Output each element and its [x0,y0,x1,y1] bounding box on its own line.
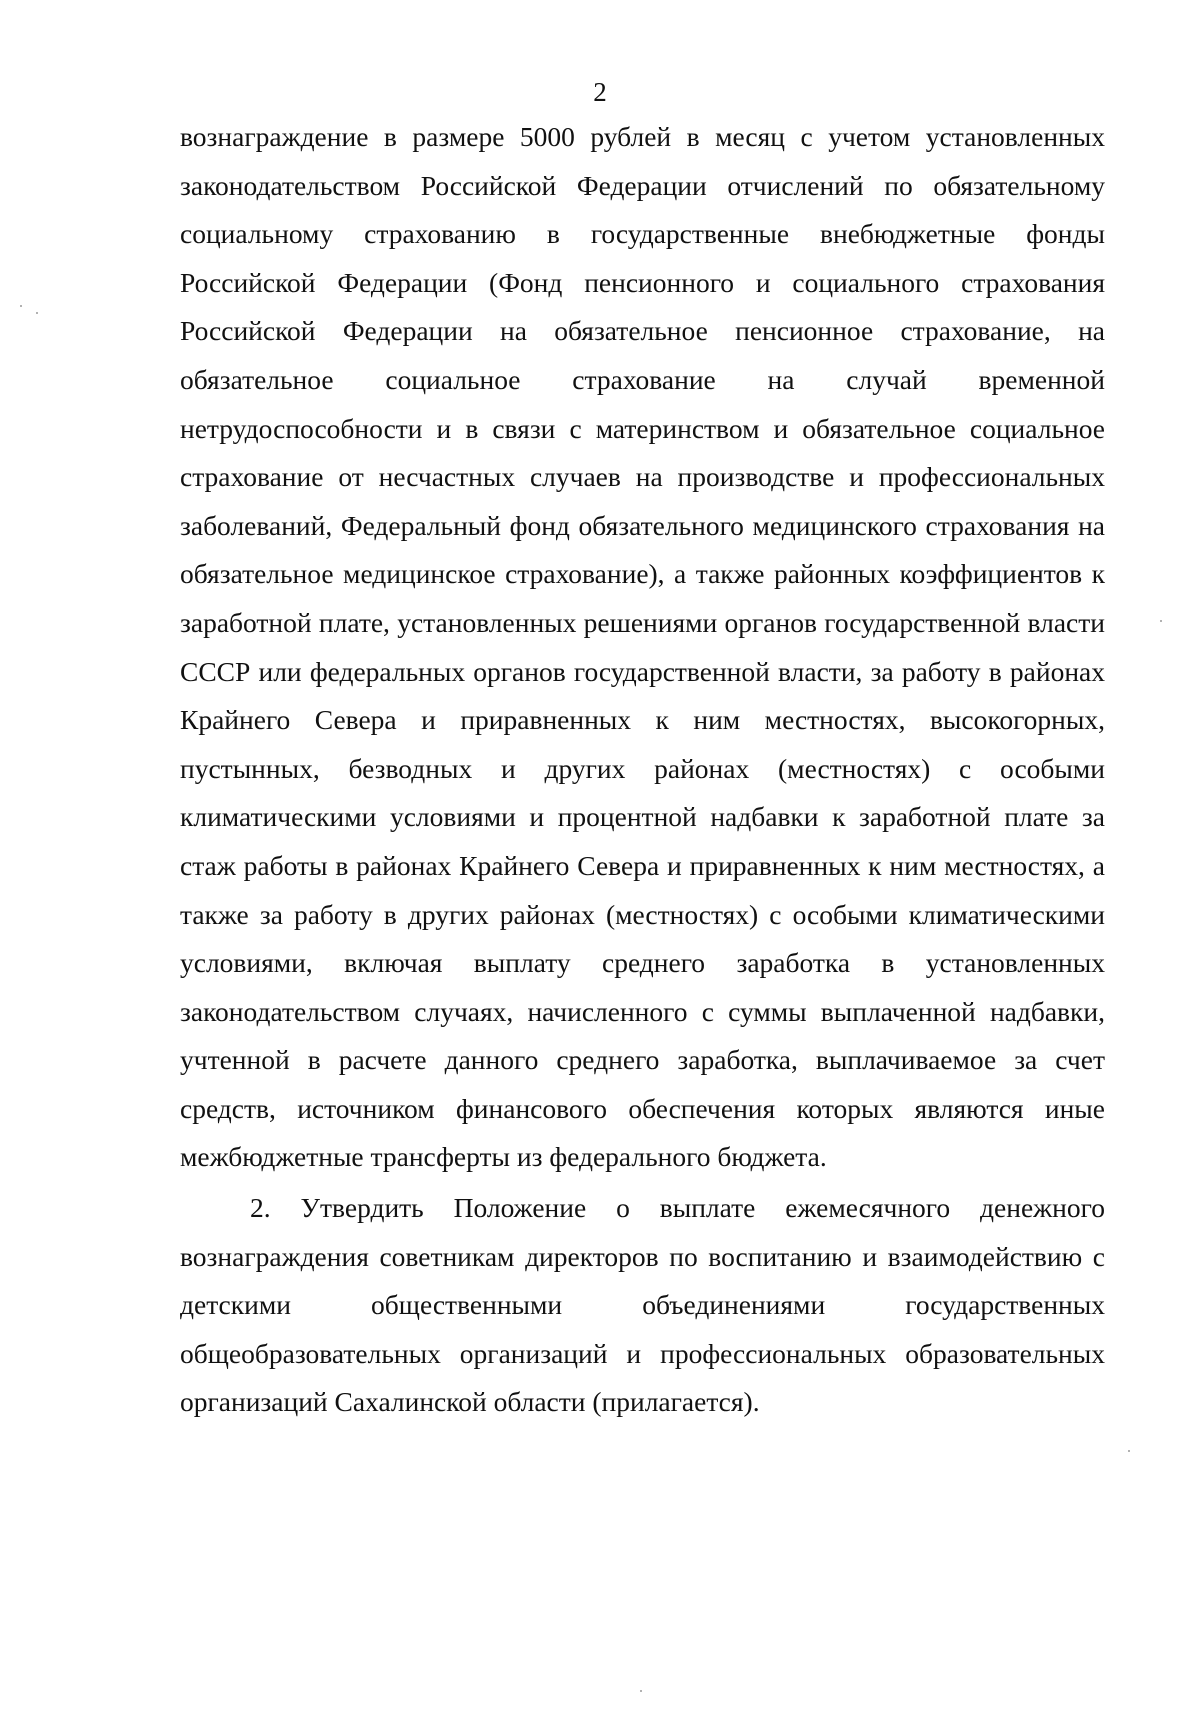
paragraph-item-2: 2. Утвердить Положение о выплате ежемесячного денежного вознаграждения советникам директоров по воспитанию и взаимодействию с детскими общественными объединениями государственных общеобразовательных организаций и профессиональных образовательных организаций Сахалинской области (прилагается). [180,1192,1105,1418]
document-body [180,113,1105,1427]
paragraph-continuation: вознаграждение в размере 5000 рублей в месяц с учетом установленных законодательством Российской Федерации отчислений по обязательному социальному страхованию в государственные внебюджетные фонды Российской Федерации (Фонд пенсионного и социального страхования Российской Федерации на обязательное пенсионное страхование, на обязательное социальное страхование на случай временной нетрудоспособности и в связи с материнством и обязательное социальное страхование от несчастных случаев на производстве и профессиональных заболеваний, Федеральный фонд обязательного медицинского страхования на обязательное медицинское страхование), а также районных коэффициентов к заработной плате, установленных решениями органов государственной власти СССР или федеральных органов государственной власти, за работу в районах Крайнего Севера и приравненных к ним местностях, высокогорных, пустынных, безводных и других районах (местностях) с особыми климатическими условиями и процентной надбавки к заработной плате за стаж работы в районах Крайнего Севера и приравненных к ним местностях, а также за работу в других районах (местностях) с особыми климатическими условиями, включая выплату среднего заработка в установленных законодательством случаях, начисленного с суммы выплаченной надбавки, учтенной в расчете данного среднего заработка, выплачиваемое за счет средств, источником финансового обеспечения которых являются иные межбюджетные трансферты из федерального бюджета. [180,121,1105,1173]
scan-speck [1160,620,1162,622]
scan-speck [36,312,38,314]
scan-speck [640,1690,642,1692]
page-number: 2 [593,77,607,107]
scan-speck [20,305,22,307]
scan-speck [1128,1450,1130,1452]
